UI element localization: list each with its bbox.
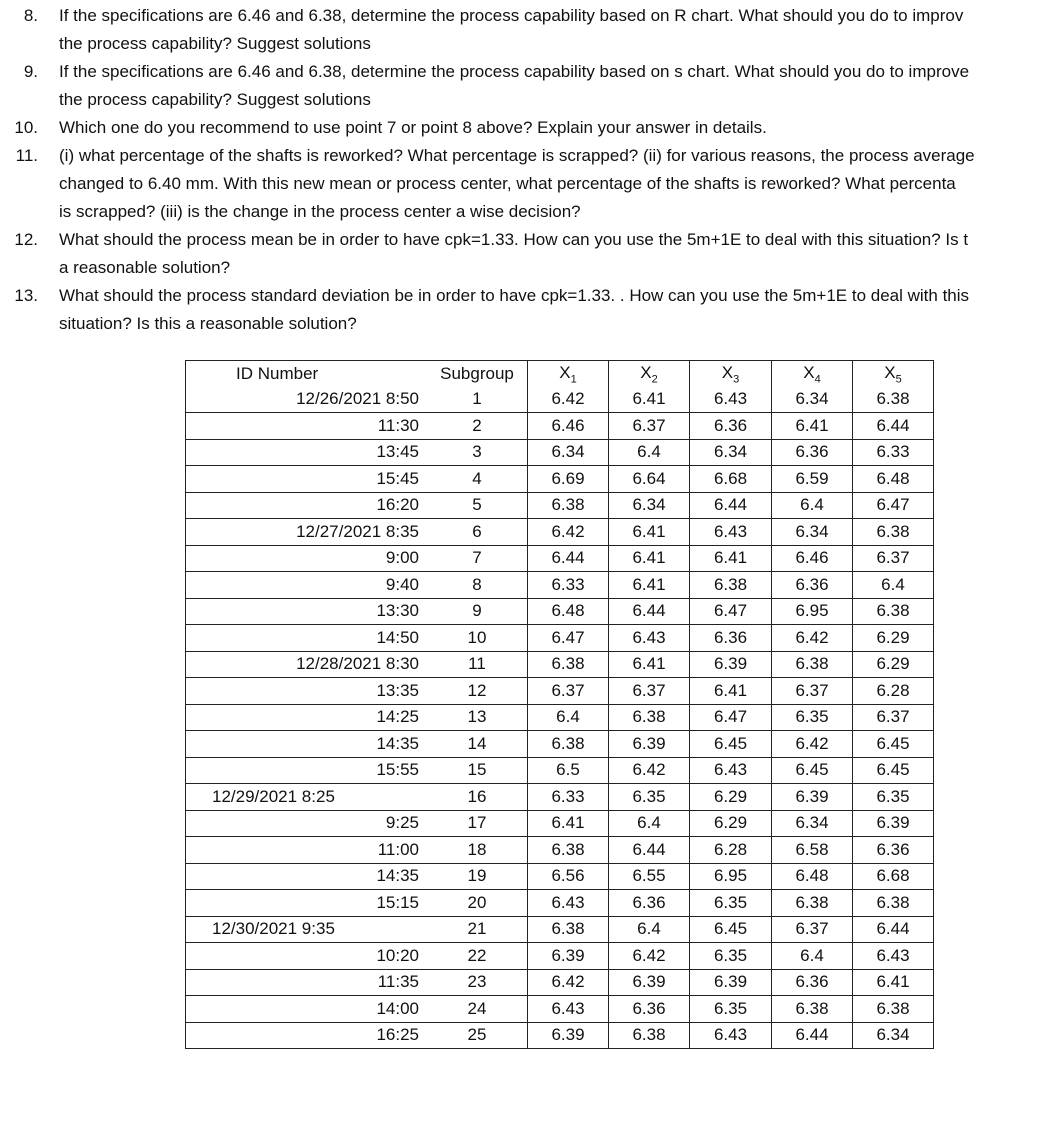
cell-subgroup: 7: [427, 545, 528, 572]
cell-x4: 6.41: [772, 413, 853, 440]
table-row: [186, 810, 934, 837]
cell-x3: 6.45: [690, 731, 772, 758]
cell-x2: 6.41: [609, 545, 690, 572]
cell-x4: 6.38: [772, 890, 853, 917]
cell-id-number: 15:15: [186, 890, 428, 917]
cell-x5: 6.45: [853, 731, 934, 758]
table-row: [186, 387, 934, 413]
cell-subgroup: 21: [427, 916, 528, 943]
cell-x4: 6.44: [772, 1022, 853, 1049]
cell-x4: 6.38: [772, 996, 853, 1023]
cell-x4: 6.37: [772, 916, 853, 943]
table-row: [186, 439, 934, 466]
header-subgroup: Subgroup: [427, 361, 528, 387]
cell-x1: 6.33: [528, 784, 609, 811]
table-row: [186, 1022, 934, 1049]
cell-x5: 6.43: [853, 943, 934, 970]
cell-x5: 6.39: [853, 810, 934, 837]
cell-subgroup: 17: [427, 810, 528, 837]
table-body: [186, 387, 934, 1049]
cell-x4: 6.95: [772, 598, 853, 625]
cell-id-number: 10:20: [186, 943, 428, 970]
cell-x5: 6.47: [853, 492, 934, 519]
cell-x3: 6.68: [690, 466, 772, 493]
cell-x4: 6.45: [772, 757, 853, 784]
cell-subgroup: 14: [427, 731, 528, 758]
cell-x5: 6.38: [853, 598, 934, 625]
cell-x2: 6.35: [609, 784, 690, 811]
cell-x3: 6.43: [690, 387, 772, 413]
cell-x4: 6.37: [772, 678, 853, 705]
cell-x2: 6.39: [609, 731, 690, 758]
cell-x3: 6.29: [690, 810, 772, 837]
cell-x1: 6.37: [528, 678, 609, 705]
cell-x2: 6.4: [609, 439, 690, 466]
question-list: [0, 0, 1037, 338]
cell-x4: 6.42: [772, 731, 853, 758]
cell-x3: 6.95: [690, 863, 772, 890]
question-number: 8.: [23, 6, 38, 25]
cell-x2: 6.4: [609, 916, 690, 943]
question-text: is scrapped? (iii) is the change in the process center a wise decision?: [59, 202, 581, 221]
question-text: situation? Is this a reasonable solution?: [59, 314, 357, 333]
cell-id-number: 9:00: [186, 545, 428, 572]
cell-x5: 6.29: [853, 651, 934, 678]
cell-id-number: 12/28/2021 8:30: [186, 651, 428, 678]
table-row: [186, 519, 934, 546]
cell-x2: 6.43: [609, 625, 690, 652]
table-row: [186, 863, 934, 890]
cell-x1: 6.34: [528, 439, 609, 466]
table-row: [186, 466, 934, 493]
cell-x1: 6.38: [528, 837, 609, 864]
table-row: [186, 625, 934, 652]
cell-x4: 6.39: [772, 784, 853, 811]
cell-id-number: 13:30: [186, 598, 428, 625]
question-11: [0, 142, 1037, 226]
question-number: 13.: [14, 286, 38, 305]
cell-x3: 6.36: [690, 413, 772, 440]
cell-x5: 6.29: [853, 625, 934, 652]
cell-x1: 6.38: [528, 916, 609, 943]
cell-id-number: 11:35: [186, 969, 428, 996]
table-row: [186, 996, 934, 1023]
cell-x3: 6.41: [690, 678, 772, 705]
cell-x4: 6.48: [772, 863, 853, 890]
cell-x1: 6.48: [528, 598, 609, 625]
cell-x1: 6.47: [528, 625, 609, 652]
table-row: [186, 916, 934, 943]
cell-x2: 6.55: [609, 863, 690, 890]
cell-x5: 6.37: [853, 704, 934, 731]
cell-x2: 6.41: [609, 387, 690, 413]
cell-x3: 6.36: [690, 625, 772, 652]
cell-x1: 6.43: [528, 890, 609, 917]
cell-subgroup: 10: [427, 625, 528, 652]
question-text: (i) what percentage of the shafts is reworked? What percentage is scrapped? (ii) for various reasons, the process average: [59, 146, 975, 165]
cell-x1: 6.42: [528, 969, 609, 996]
cell-x1: 6.43: [528, 996, 609, 1023]
header-id-number: ID Number: [186, 361, 428, 387]
cell-x4: 6.34: [772, 519, 853, 546]
cell-x4: 6.58: [772, 837, 853, 864]
question-number: 10.: [14, 118, 38, 137]
cell-subgroup: 13: [427, 704, 528, 731]
cell-id-number: 15:55: [186, 757, 428, 784]
cell-x4: 6.42: [772, 625, 853, 652]
cell-x4: 6.36: [772, 439, 853, 466]
question-number: 11.: [15, 146, 38, 165]
table-row: [186, 572, 934, 599]
cell-x5: 6.38: [853, 996, 934, 1023]
cell-x1: 6.39: [528, 1022, 609, 1049]
cell-id-number: 14:35: [186, 863, 428, 890]
cell-subgroup: 3: [427, 439, 528, 466]
cell-x1: 6.42: [528, 387, 609, 413]
cell-x5: 6.38: [853, 890, 934, 917]
cell-id-number: 15:45: [186, 466, 428, 493]
question-text: the process capability? Suggest solutions: [59, 90, 371, 109]
cell-x3: 6.38: [690, 572, 772, 599]
cell-subgroup: 16: [427, 784, 528, 811]
cell-subgroup: 1: [427, 387, 528, 413]
table-row: [186, 890, 934, 917]
cell-id-number: 16:20: [186, 492, 428, 519]
cell-id-number: 13:45: [186, 439, 428, 466]
cell-id-number: 12/30/2021 9:35: [186, 916, 428, 943]
header-x2: $X_2$: [609, 361, 690, 387]
cell-x2: 6.41: [609, 651, 690, 678]
cell-x4: 6.59: [772, 466, 853, 493]
table-row: [186, 545, 934, 572]
cell-x3: 6.44: [690, 492, 772, 519]
cell-x3: 6.43: [690, 757, 772, 784]
measurement-table: [185, 360, 934, 1049]
cell-x3: 6.41: [690, 545, 772, 572]
cell-x1: 6.69: [528, 466, 609, 493]
cell-x2: 6.36: [609, 890, 690, 917]
cell-x4: 6.34: [772, 387, 853, 413]
cell-subgroup: 19: [427, 863, 528, 890]
table-row: [186, 731, 934, 758]
header-x5: $X_5$: [853, 361, 934, 387]
question-text: changed to 6.40 mm. With this new mean or process center, what percentage of the shafts is reworked? What percenta: [59, 174, 956, 193]
cell-x1: 6.38: [528, 651, 609, 678]
cell-x2: 6.37: [609, 413, 690, 440]
cell-subgroup: 8: [427, 572, 528, 599]
cell-id-number: 13:35: [186, 678, 428, 705]
question-text: Which one do you recommend to use point 7 or point 8 above? Explain your answer in details.: [59, 118, 767, 137]
question-13: [0, 282, 1037, 338]
cell-x2: 6.37: [609, 678, 690, 705]
cell-x5: 6.44: [853, 916, 934, 943]
question-10: [0, 114, 1037, 142]
cell-x2: 6.42: [609, 757, 690, 784]
cell-id-number: 12/26/2021 8:50: [186, 387, 428, 413]
cell-x4: 6.35: [772, 704, 853, 731]
question-text: If the specifications are 6.46 and 6.38, determine the process capability based on s chart. What should you do to improve: [59, 62, 970, 81]
cell-x3: 6.35: [690, 890, 772, 917]
cell-x4: 6.38: [772, 651, 853, 678]
cell-x1: 6.41: [528, 810, 609, 837]
cell-x3: 6.45: [690, 916, 772, 943]
cell-x3: 6.43: [690, 1022, 772, 1049]
header-x1: $X_1$: [528, 361, 609, 387]
cell-x5: 6.44: [853, 413, 934, 440]
cell-id-number: 16:25: [186, 1022, 428, 1049]
cell-x5: 6.38: [853, 519, 934, 546]
cell-x2: 6.38: [609, 1022, 690, 1049]
cell-x2: 6.42: [609, 943, 690, 970]
question-text: If the specifications are 6.46 and 6.38, determine the process capability based on R chart. What should you do to improv: [59, 6, 964, 25]
cell-x1: 6.42: [528, 519, 609, 546]
cell-id-number: 12/29/2021 8:25: [186, 784, 428, 811]
question-number: 12.: [14, 230, 38, 249]
cell-x1: 6.44: [528, 545, 609, 572]
cell-subgroup: 25: [427, 1022, 528, 1049]
cell-id-number: 14:50: [186, 625, 428, 652]
cell-subgroup: 2: [427, 413, 528, 440]
cell-subgroup: 12: [427, 678, 528, 705]
cell-subgroup: 22: [427, 943, 528, 970]
cell-subgroup: 4: [427, 466, 528, 493]
table-row: [186, 943, 934, 970]
table-header-row: [186, 361, 934, 387]
cell-x3: 6.47: [690, 598, 772, 625]
cell-x3: 6.43: [690, 519, 772, 546]
cell-x3: 6.28: [690, 837, 772, 864]
question-number: 9.: [23, 62, 38, 81]
cell-x2: 6.34: [609, 492, 690, 519]
cell-x3: 6.34: [690, 439, 772, 466]
table-row: [186, 969, 934, 996]
cell-x2: 6.41: [609, 572, 690, 599]
table-row: [186, 757, 934, 784]
cell-x5: 6.68: [853, 863, 934, 890]
cell-x3: 6.35: [690, 996, 772, 1023]
cell-x3: 6.29: [690, 784, 772, 811]
cell-x1: 6.38: [528, 492, 609, 519]
cell-id-number: 11:00: [186, 837, 428, 864]
cell-x1: 6.46: [528, 413, 609, 440]
header-x4: $X_4$: [772, 361, 853, 387]
cell-x5: 6.36: [853, 837, 934, 864]
cell-x1: 6.38: [528, 731, 609, 758]
cell-x2: 6.41: [609, 519, 690, 546]
cell-id-number: 9:25: [186, 810, 428, 837]
cell-x3: 6.39: [690, 651, 772, 678]
cell-x1: 6.5: [528, 757, 609, 784]
cell-x5: 6.34: [853, 1022, 934, 1049]
cell-x5: 6.33: [853, 439, 934, 466]
cell-id-number: 14:00: [186, 996, 428, 1023]
cell-x2: 6.38: [609, 704, 690, 731]
cell-x5: 6.41: [853, 969, 934, 996]
cell-x4: 6.4: [772, 492, 853, 519]
cell-id-number: 14:35: [186, 731, 428, 758]
cell-x2: 6.64: [609, 466, 690, 493]
table-row: [186, 704, 934, 731]
table-row: [186, 598, 934, 625]
header-x3: $X_3$: [690, 361, 772, 387]
table-row: [186, 837, 934, 864]
cell-x4: 6.34: [772, 810, 853, 837]
cell-x4: 6.46: [772, 545, 853, 572]
question-text: What should the process mean be in order to have cpk=1.33. How can you use the 5m+1E to deal with this situation? Is t: [59, 230, 969, 249]
cell-x5: 6.4: [853, 572, 934, 599]
question-8: [0, 2, 1037, 58]
table-row: [186, 413, 934, 440]
cell-x4: 6.36: [772, 572, 853, 599]
cell-x2: 6.39: [609, 969, 690, 996]
cell-x2: 6.44: [609, 837, 690, 864]
cell-x4: 6.4: [772, 943, 853, 970]
cell-x5: 6.28: [853, 678, 934, 705]
cell-id-number: 11:30: [186, 413, 428, 440]
cell-x5: 6.45: [853, 757, 934, 784]
cell-subgroup: 18: [427, 837, 528, 864]
cell-x4: 6.36: [772, 969, 853, 996]
cell-subgroup: 20: [427, 890, 528, 917]
table-row: [186, 492, 934, 519]
question-text: What should the process standard deviation be in order to have cpk=1.33. . How can you use the 5m+1E to deal with this: [59, 286, 970, 305]
cell-x3: 6.35: [690, 943, 772, 970]
cell-subgroup: 24: [427, 996, 528, 1023]
question-9: [0, 58, 1037, 114]
table-row: [186, 651, 934, 678]
cell-x3: 6.39: [690, 969, 772, 996]
cell-x1: 6.4: [528, 704, 609, 731]
cell-subgroup: 9: [427, 598, 528, 625]
cell-x2: 6.4: [609, 810, 690, 837]
table-row: [186, 678, 934, 705]
cell-subgroup: 6: [427, 519, 528, 546]
cell-id-number: 14:25: [186, 704, 428, 731]
cell-x3: 6.47: [690, 704, 772, 731]
cell-x1: 6.39: [528, 943, 609, 970]
cell-x5: 6.37: [853, 545, 934, 572]
cell-x5: 6.48: [853, 466, 934, 493]
cell-x1: 6.33: [528, 572, 609, 599]
cell-x2: 6.44: [609, 598, 690, 625]
table-row: [186, 784, 934, 811]
cell-subgroup: 15: [427, 757, 528, 784]
question-text: the process capability? Suggest solutions: [59, 34, 371, 53]
question-text: a reasonable solution?: [59, 258, 231, 277]
cell-id-number: 9:40: [186, 572, 428, 599]
cell-subgroup: 11: [427, 651, 528, 678]
cell-subgroup: 23: [427, 969, 528, 996]
cell-x5: 6.35: [853, 784, 934, 811]
question-12: [0, 226, 1037, 282]
cell-x5: 6.38: [853, 387, 934, 413]
cell-x1: 6.56: [528, 863, 609, 890]
cell-subgroup: 5: [427, 492, 528, 519]
cell-x2: 6.36: [609, 996, 690, 1023]
cell-id-number: 12/27/2021 8:35: [186, 519, 428, 546]
